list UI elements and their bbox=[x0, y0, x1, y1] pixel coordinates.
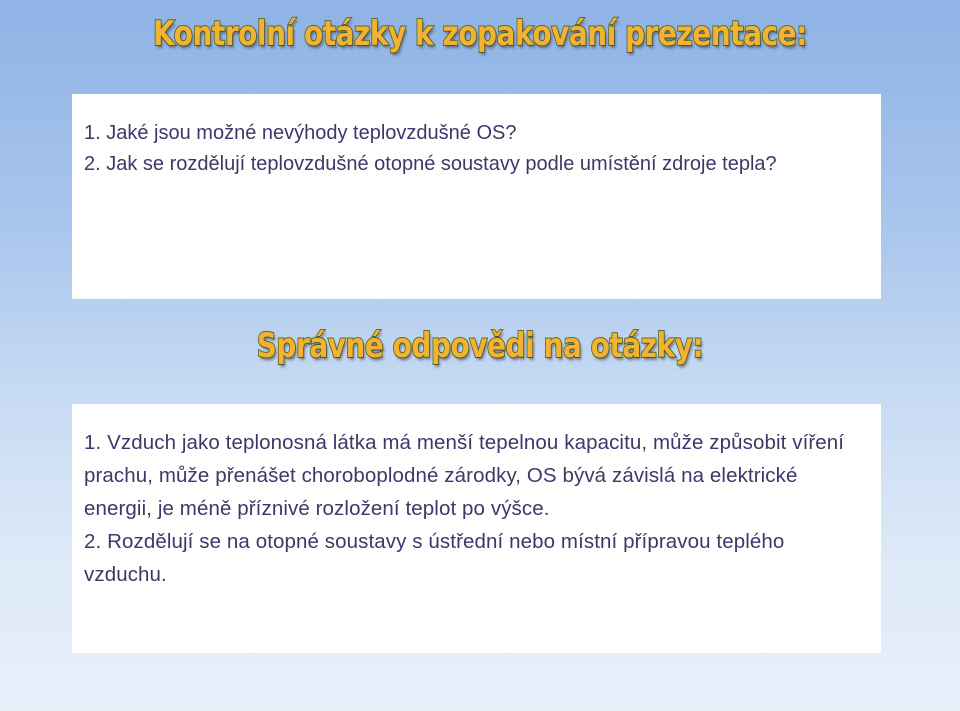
questions-heading: Kontrolní otázky k zopakování prezentace: bbox=[153, 14, 807, 54]
answer-1: 1. Vzduch jako teplonosná látka má menší tepelnou kapacitu, může způsobit víření prachu, může přenášet choroboplodné zárodky, OS bývá závislá na elektrické energii, je méně příznivé rozložení teplot po výšce. bbox=[84, 431, 845, 520]
answers-heading: Správné odpovědi na otázky: bbox=[256, 326, 704, 366]
questions-box bbox=[72, 94, 881, 299]
answer-2: 2. Rozdělují se na otopné soustavy s ústřední nebo místní přípravou teplého vzduchu. bbox=[84, 530, 785, 586]
question-2: 2. Jak se rozdělují teplovzdušné otopné soustavy podle umístění zdroje tepla? bbox=[84, 153, 777, 175]
answers-box bbox=[72, 404, 881, 653]
question-1: 1. Jaké jsou možné nevýhody teplovzdušné OS? bbox=[84, 122, 517, 144]
